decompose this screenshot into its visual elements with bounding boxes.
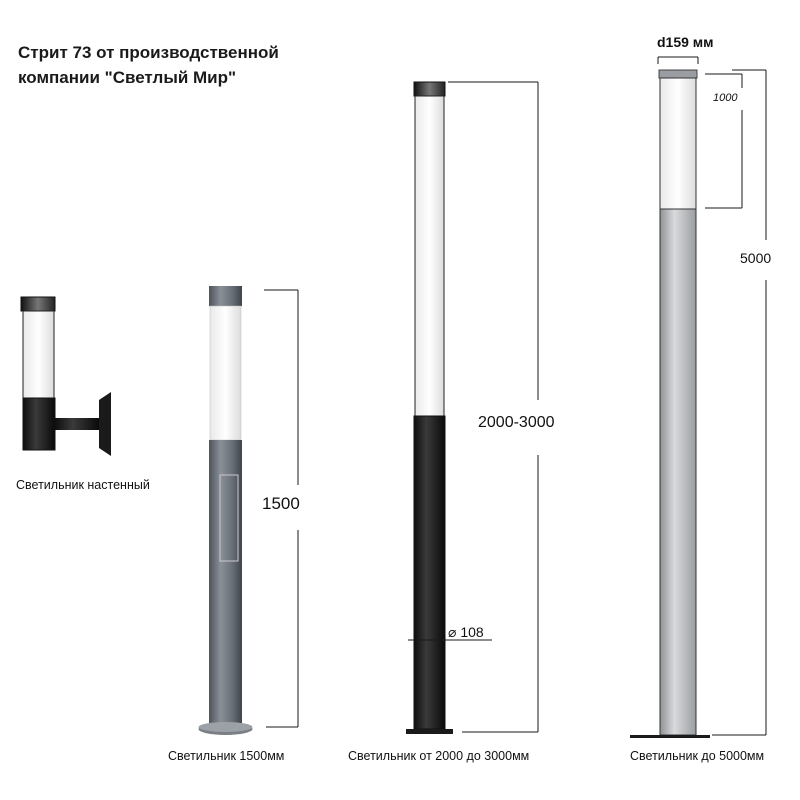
wall-lamp-caption: Светильник настенный [16,478,150,492]
lamp-2000-3000-diameter-label: ⌀ 108 [448,624,484,640]
lamp-5000-diffuser-label: 1000 [713,92,738,104]
lamp-5000-illustration [630,70,710,738]
lamp-2000-3000-illustration [406,82,453,734]
lamp-2000-3000-height-label: 2000-3000 [478,414,555,431]
wall-lamp-illustration [21,297,111,456]
lamp-5000-caption: Светильник до 5000мм [630,749,765,763]
page-title: Стрит 73 от производственной компании "Светлый Мир" [18,43,279,87]
lamp-2000-3000-caption: Светильник от 2000 до 3000мм [348,749,530,763]
lamp-5000-height-label: 5000 [740,250,772,266]
lamp-1500-height-label: 1500 [262,494,300,513]
lamp-5000-diameter-label: d159 мм [657,34,714,50]
lamp-1500-caption: Светильник 1500мм [168,749,285,763]
lamp-1500-illustration [199,286,253,735]
